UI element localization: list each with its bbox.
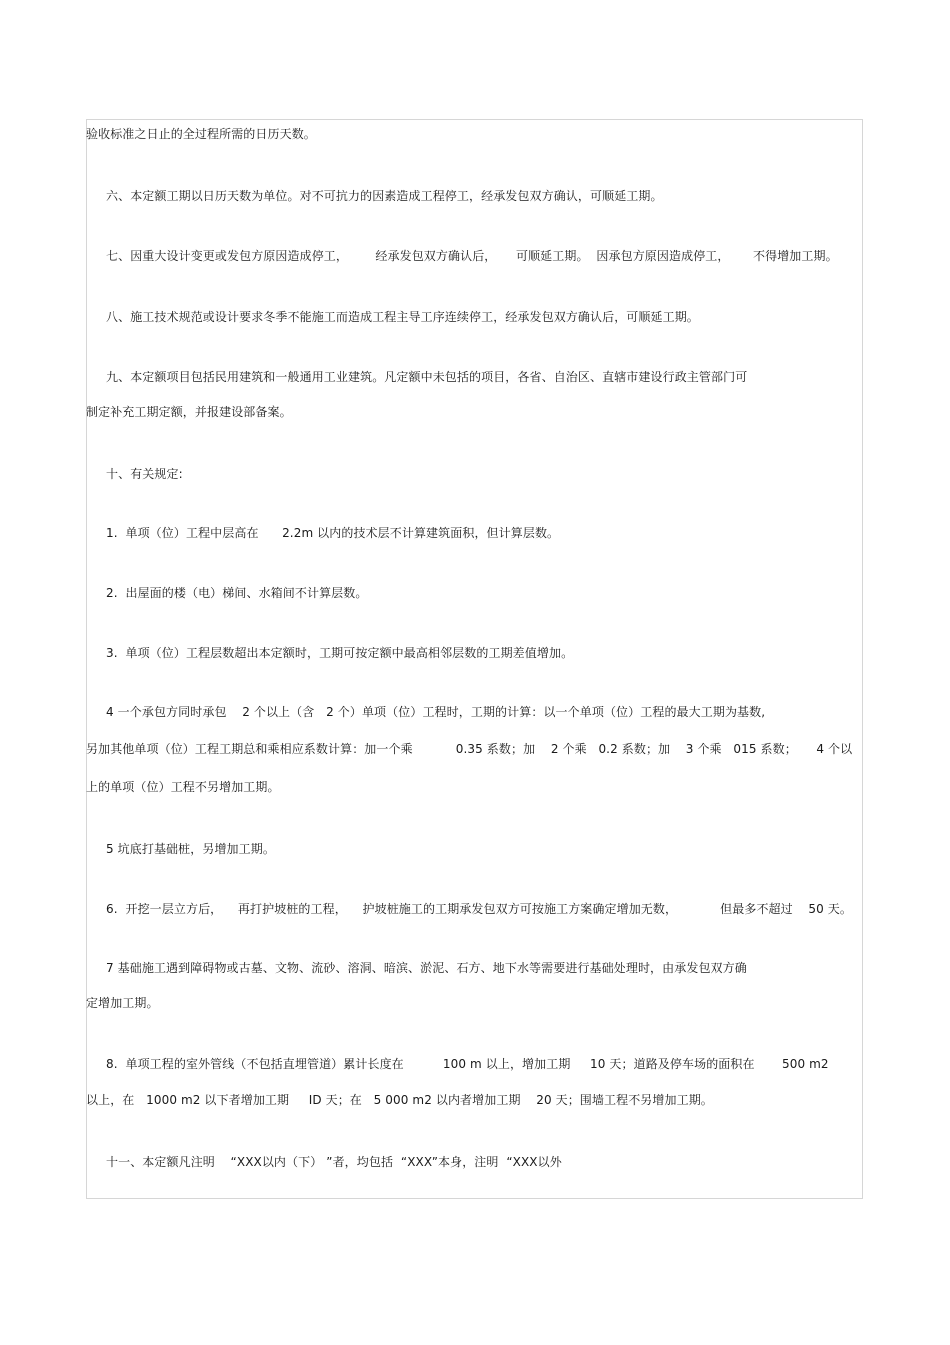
text-line-18: 8. 单项工程的室外管线（不包括直埋管道）累计长度在 100 m 以上，增加工期 10 天；道路及停车场的面积在 500 m2 [106,1057,829,1071]
text-line-2: 六、本定额工期以日历天数为单位。对不可抗力的因素造成工程停工，经承发包双方确认，可顺延工期。 [106,189,663,203]
text-line-6: 制定补充工期定额，并报建设部备案。 [86,405,292,419]
text-line-16: 7 基础施工遇到障碍物或古墓、文物、流砂、溶洞、暗滨、淤泥、石方、地下水等需要进行基础处理时，由承发包双方确 [106,961,747,975]
text-line-9: 2. 出屋面的楼（电）梯间、水箱间不计算层数。 [106,586,368,600]
text-line-3: 七、因重大设计变更或发包方原因造成停工， 经承发包双方确认后， 可顺延工期。 因承包方原因造成停工， 不得增加工期。 [106,249,838,263]
text-line-12: 另加其他单项（位）工程工期总和乘相应系数计算：加一个乘 0.35 系数；加 2 个乘 0.2 系数；加 3 个乘 015 系数； 4 个以 [86,742,853,756]
text-line-20: 十一、本定额凡注明 “XXX以内（下） ”者，均包括 “XXX”本身，注明 “XXX以外 [106,1155,562,1169]
text-line-13: 上的单项（位）工程不另增加工期。 [86,780,280,794]
text-line-11: 4 一个承包方同时承包 2 个以上（含 2 个）单项（位）工程时，工期的计算：以一个单项（位）工程的最大工期为基数, [106,705,766,719]
text-line-1: 验收标准之日止的全过程所需的日历天数。 [86,127,316,141]
text-line-15: 6. 开挖一层立方后， 再打护坡桩的工程， 护坡桩施工的工期承发包双方可按施工方案确定增加无数， 但最多不超过 50 天。 [106,902,852,916]
text-line-19: 以上，在 1000 m2 以下者增加工期 ID 天；在 5 000 m2 以内者增加工期 20 天；围墙工程不另增加工期。 [86,1093,713,1107]
text-line-17: 定增加工期。 [86,996,159,1010]
text-line-7: 十、有关规定: [106,467,183,481]
text-line-14: 5 坑底打基础桩，另增加工期。 [106,842,275,856]
text-line-4: 八、施工技术规范或设计要求冬季不能施工而造成工程主导工序连续停工，经承发包双方确认后，可顺延工期。 [106,310,699,324]
text-line-10: 3. 单项（位）工程层数超出本定额时，工期可按定额中最高相邻层数的工期差值增加。 [106,646,574,660]
text-line-8: 1. 单项（位）工程中层高在 2.2m 以内的技术层不计算建筑面积，但计算层数。 [106,526,560,540]
text-line-5: 九、本定额项目包括民用建筑和一般通用工业建筑。凡定额中未包括的项目，各省、自治区、直辖市建设行政主管部门可 [106,370,748,384]
